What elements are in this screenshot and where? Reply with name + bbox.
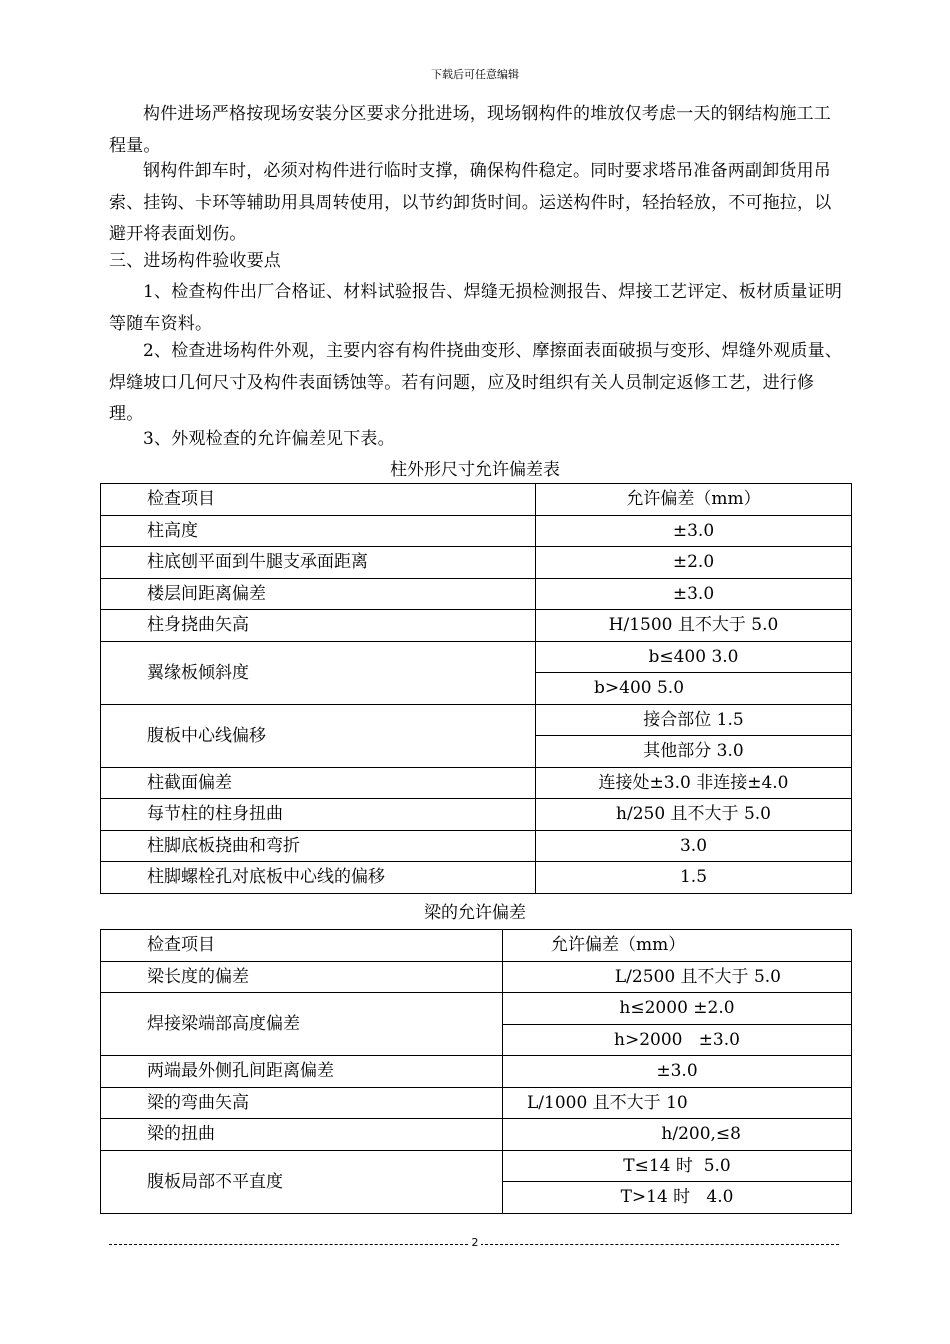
row-item: 楼层间距离偏差 bbox=[101, 578, 536, 610]
row-item: 柱高度 bbox=[101, 515, 536, 547]
table-header-row bbox=[101, 484, 852, 516]
row-tolerance: L/2500 且不大于 5.0 bbox=[503, 961, 852, 993]
table-row bbox=[101, 1087, 852, 1119]
column-tolerance-table bbox=[100, 483, 852, 894]
row-tolerance: b≤400 3.0 bbox=[536, 641, 852, 673]
table-row bbox=[101, 767, 852, 799]
row-item: 每节柱的柱身扭曲 bbox=[101, 799, 536, 831]
row-item: 两端最外侧孔间距离偏差 bbox=[101, 1056, 503, 1088]
row-item: 梁的弯曲矢高 bbox=[101, 1087, 503, 1119]
row-tolerance: ±2.0 bbox=[536, 547, 852, 579]
paragraph-check-3: 3、外观检查的允许偏差见下表。 bbox=[143, 429, 395, 449]
row-item: 翼缘板倾斜度 bbox=[101, 641, 536, 704]
paragraph-check-2: 2、检查进场构件外观，主要内容有构件挠曲变形、摩擦面表面破损与变形、焊缝外观质量、焊缝坡口几何尺寸及构件表面锈蚀等。若有问题，应及时组织有关人员制定返修工艺，进行修理。 bbox=[109, 341, 843, 424]
row-tolerance: L/1000 且不大于 10 bbox=[503, 1087, 852, 1119]
row-tolerance: T>14 时 4.0 bbox=[503, 1182, 852, 1214]
row-item: 柱身挠曲矢高 bbox=[101, 610, 536, 642]
row-tolerance: H/1500 且不大于 5.0 bbox=[536, 610, 852, 642]
table-row bbox=[101, 830, 852, 862]
table-row bbox=[101, 862, 852, 894]
row-tolerance: 3.0 bbox=[536, 830, 852, 862]
paragraph-unloading: 钢构件卸车时，必须对构件进行临时支撑，确保构件稳定。同时要求塔吊准备两副卸货用吊索、挂钩、卡环等辅助用具周转使用，以节约卸货时间。运送构件时，轻抬轻放，不可拖拉，以避开将表面划伤。 bbox=[109, 161, 832, 244]
row-tolerance: ±3.0 bbox=[536, 578, 852, 610]
row-item: 梁的扭曲 bbox=[101, 1119, 503, 1151]
row-tolerance: ±3.0 bbox=[536, 515, 852, 547]
row-item: 柱脚螺栓孔对底板中心线的偏移 bbox=[101, 862, 536, 894]
table-row bbox=[101, 610, 852, 642]
page-number-text: 2 bbox=[471, 1236, 479, 1249]
row-item: 腹板局部不平直度 bbox=[101, 1150, 503, 1213]
table2-caption: 梁的允许偏差 bbox=[424, 903, 526, 923]
paragraph-storage: 构件进场严格按现场安装分区要求分批进场，现场钢构件的堆放仅考虑一天的钢结构施工工程量。 bbox=[109, 104, 831, 156]
row-tolerance: 接合部位 1.5 bbox=[536, 704, 852, 736]
table-row bbox=[101, 993, 852, 1025]
page-header: 下载后可任意编辑 bbox=[431, 68, 519, 81]
row-tolerance: 连接处±3.0 非连接±4.0 bbox=[536, 767, 852, 799]
table1-caption: 柱外形尺寸允许偏差表 bbox=[390, 460, 560, 480]
header-tolerance: 允许偏差（mm） bbox=[536, 484, 852, 516]
header-tolerance: 允许偏差（mm） bbox=[503, 930, 852, 962]
paragraph-check-1: 1、检查构件出厂合格证、材料试验报告、焊缝无损检测报告、焊接工艺评定、板材质量证明等随车资料。 bbox=[109, 282, 843, 334]
row-tolerance: 其他部分 3.0 bbox=[536, 736, 852, 768]
row-tolerance: 1.5 bbox=[536, 862, 852, 894]
table-row bbox=[101, 1056, 852, 1088]
row-tolerance: h>2000 ±3.0 bbox=[503, 1024, 852, 1056]
row-item: 柱脚底板挠曲和弯折 bbox=[101, 830, 536, 862]
row-item: 焊接梁端部高度偏差 bbox=[101, 993, 503, 1056]
section-heading: 三、进场构件验收要点 bbox=[109, 251, 281, 271]
table-row bbox=[101, 799, 852, 831]
row-tolerance: ±3.0 bbox=[503, 1056, 852, 1088]
table-row bbox=[101, 961, 852, 993]
header-item: 检查项目 bbox=[101, 930, 503, 962]
table-header-row bbox=[101, 930, 852, 962]
table-row bbox=[101, 578, 852, 610]
row-tolerance: h/250 且不大于 5.0 bbox=[536, 799, 852, 831]
row-item: 柱底刨平面到牛腿支承面距离 bbox=[101, 547, 536, 579]
table-row bbox=[101, 515, 852, 547]
row-item: 柱截面偏差 bbox=[101, 767, 536, 799]
row-tolerance: h/200,≤8 bbox=[503, 1119, 852, 1151]
page-number bbox=[0, 1236, 950, 1249]
table-row bbox=[101, 1119, 852, 1151]
beam-tolerance-table bbox=[100, 929, 852, 1214]
table-row bbox=[101, 704, 852, 736]
row-tolerance: h≤2000 ±2.0 bbox=[503, 993, 852, 1025]
row-tolerance: T≤14 时 5.0 bbox=[503, 1150, 852, 1182]
table-row bbox=[101, 547, 852, 579]
table-row bbox=[101, 1150, 852, 1182]
header-item: 检查项目 bbox=[101, 484, 536, 516]
row-tolerance: b>400 5.0 bbox=[536, 673, 852, 705]
row-item: 梁长度的偏差 bbox=[101, 961, 503, 993]
row-item: 腹板中心线偏移 bbox=[101, 704, 536, 767]
table-row bbox=[101, 641, 852, 673]
